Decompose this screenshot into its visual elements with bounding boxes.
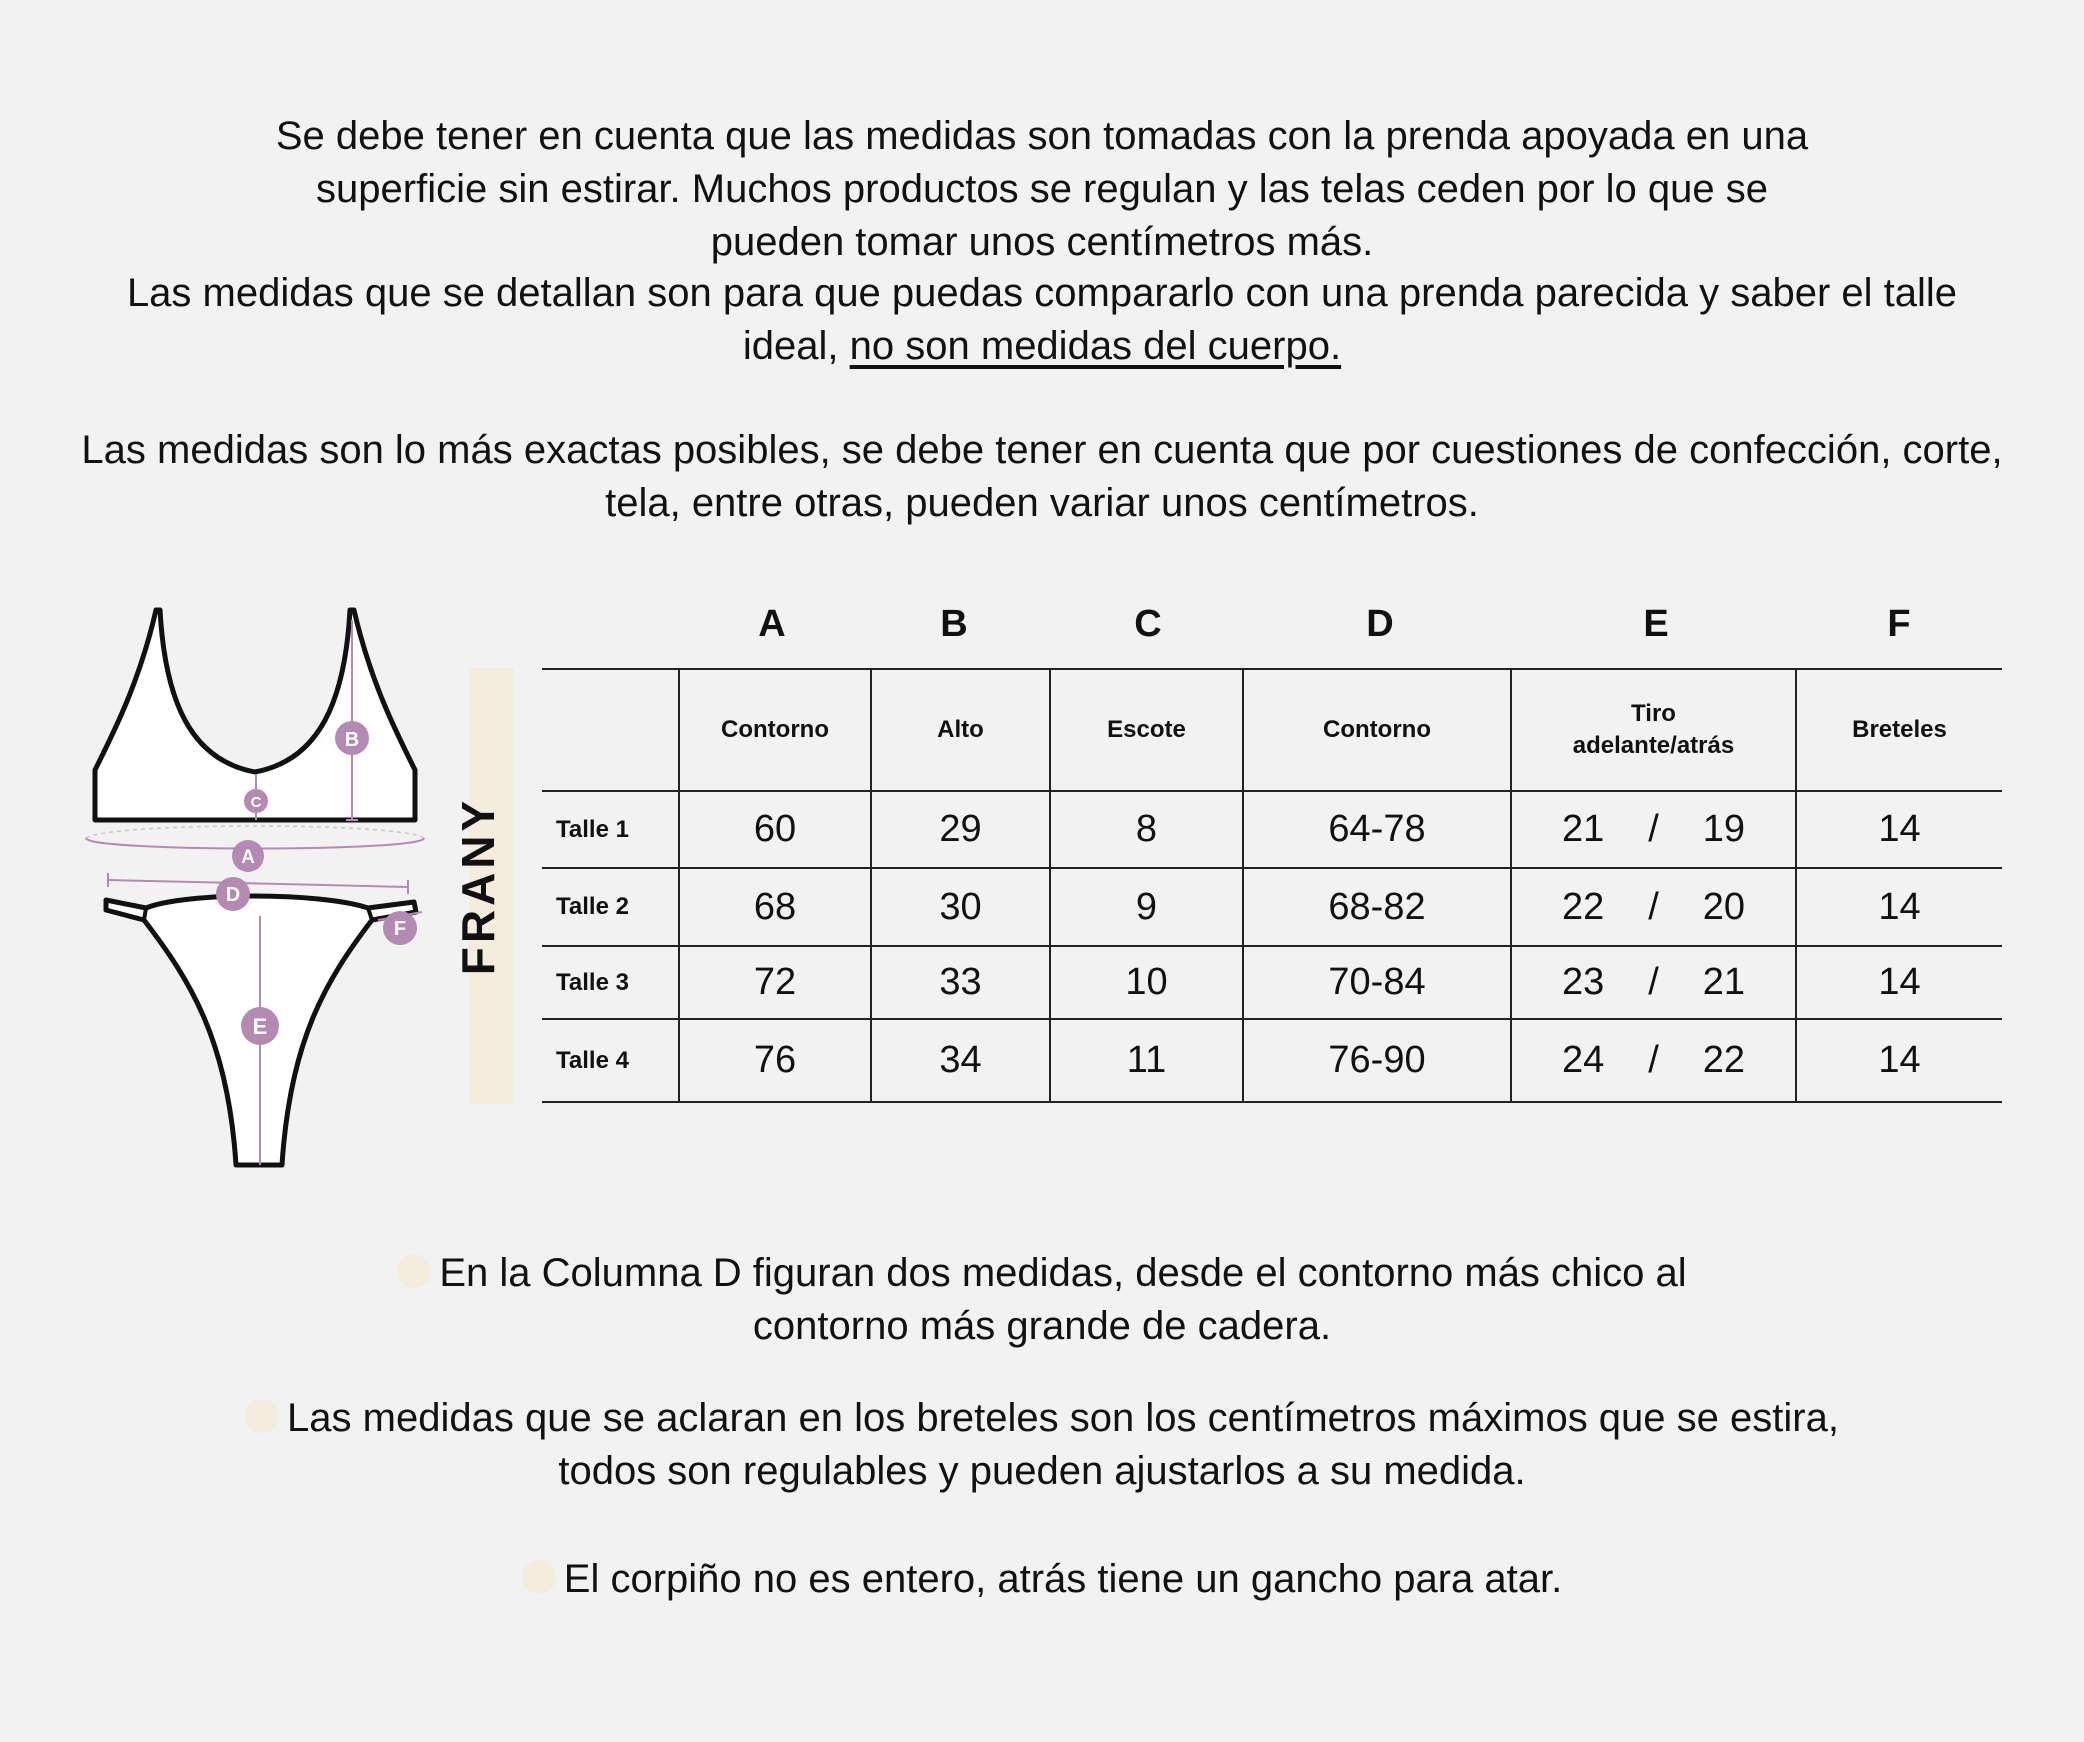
cell-e — [1511, 1019, 1796, 1102]
intro-paragraph-1: Se debe tener en cuenta que las medidas son tomadas con la prenda apoyada en una superficie sin estirar. Muchos productos se regulan y las telas ceden por lo que se pueden tomar unos centímetros más. — [275, 114, 1809, 264]
header-e — [1511, 669, 1796, 791]
row-label: Talle 1 — [556, 815, 629, 843]
svg-text:F: F — [393, 918, 407, 940]
intro-paragraph-2-emphasis: no son medidas del cuerpo. — [849, 324, 1342, 368]
note-breteles — [242, 1392, 1842, 1498]
note-column-d-text: En la Columna D figuran dos medidas, desde el contorno más chico al contorno más grande de cadera. — [439, 1251, 1687, 1348]
bullet-icon — [522, 1560, 556, 1594]
row-label: Talle 4 — [556, 1046, 629, 1074]
header-c: Escote — [1050, 669, 1243, 791]
header-empty — [542, 669, 679, 791]
cell-a: 72 — [679, 946, 871, 1019]
size-table — [542, 668, 2002, 1103]
row-label: Talle 3 — [556, 968, 629, 996]
cell-e-front: 22 — [1561, 885, 1605, 928]
cell-a: 76 — [679, 1019, 871, 1102]
table-header-row — [542, 669, 2002, 791]
cell-d: 76-90 — [1243, 1019, 1511, 1102]
table-row — [542, 868, 2002, 946]
cell-c: 9 — [1050, 868, 1243, 946]
intro-paragraph-2 — [92, 267, 1992, 373]
marker-e — [241, 1007, 279, 1045]
header-f: Breteles — [1796, 669, 2002, 791]
marker-a — [232, 840, 264, 872]
garment-diagram — [70, 590, 450, 1190]
note-corpino — [0, 1553, 2084, 1606]
column-letter-c: C — [1134, 603, 1162, 645]
bullet-icon — [397, 1254, 431, 1288]
cell-b: 29 — [871, 791, 1050, 868]
intro-paragraph-3: Las medidas son lo más exactas posibles, se debe tener en cuenta que por cuestiones de confección, corte, tela, entre otras, pueden variar unos centímetros. — [81, 428, 2003, 525]
header-e-line2: adelante/atrás — [1572, 732, 1735, 759]
column-letter-e: E — [1643, 603, 1669, 645]
cell-e-front: 24 — [1561, 1039, 1605, 1081]
cell-e — [1511, 868, 1796, 946]
column-letters — [0, 603, 2084, 659]
cell-e-front: 21 — [1561, 808, 1605, 850]
cell-e-sep: / — [1648, 885, 1659, 928]
table-row — [542, 1019, 2002, 1102]
header-a: Contorno — [679, 669, 871, 791]
table-row — [542, 791, 2002, 868]
cell-d: 64-78 — [1243, 791, 1511, 868]
marker-c — [244, 789, 268, 813]
cell-f: 14 — [1796, 791, 2002, 868]
cell-e — [1511, 791, 1796, 868]
cell-c: 8 — [1050, 791, 1243, 868]
marker-f — [383, 911, 417, 945]
cell-e — [1511, 946, 1796, 1019]
cell-c: 11 — [1050, 1019, 1243, 1102]
svg-text:D: D — [225, 884, 241, 906]
svg-text:C: C — [250, 794, 262, 811]
row-label: Talle 2 — [556, 893, 629, 920]
cell-b: 33 — [871, 946, 1050, 1019]
cell-d: 68-82 — [1243, 868, 1511, 946]
cell-f: 14 — [1796, 946, 2002, 1019]
header-e-line1: Tiro — [1631, 700, 1676, 727]
cell-a: 68 — [679, 868, 871, 946]
brand-name: FRANY — [452, 796, 504, 976]
cell-c: 10 — [1050, 946, 1243, 1019]
cell-b: 30 — [871, 868, 1050, 946]
intro-paragraph-2-text: Las medidas que se detallan son para que puedas compararlo con una prenda parecida y saber el talle ideal, — [126, 271, 1958, 368]
svg-text:E: E — [252, 1014, 268, 1039]
svg-text:B: B — [344, 729, 360, 751]
cell-e-sep: / — [1648, 808, 1659, 850]
bullet-icon — [245, 1399, 279, 1433]
note-column-d — [372, 1247, 1712, 1353]
marker-b — [335, 721, 369, 755]
svg-text:A: A — [241, 847, 255, 868]
cell-e-back: 19 — [1702, 808, 1746, 850]
column-letter-f: F — [1887, 603, 1911, 645]
header-d: Contorno — [1243, 669, 1511, 791]
cell-f: 14 — [1796, 1019, 2002, 1102]
note-breteles-text: Las medidas que se aclaran en los breteles son los centímetros máximos que se estira, todos son regulables y pueden ajustarlos a su medida. — [287, 1396, 1839, 1493]
column-letter-b: B — [940, 603, 968, 645]
cell-d: 70-84 — [1243, 946, 1511, 1019]
cell-e-back: 22 — [1702, 1039, 1746, 1081]
header-b: Alto — [871, 669, 1050, 791]
column-letter-d: D — [1366, 603, 1394, 645]
cell-e-front: 23 — [1561, 961, 1605, 1003]
cell-e-back: 21 — [1702, 961, 1746, 1003]
cell-e-back: 20 — [1702, 885, 1746, 928]
cell-a: 60 — [679, 791, 871, 868]
cell-f: 14 — [1796, 868, 2002, 946]
column-letter-a: A — [758, 603, 786, 645]
cell-b: 34 — [871, 1019, 1050, 1102]
cell-e-sep: / — [1648, 1039, 1659, 1081]
cell-e-sep: / — [1648, 961, 1659, 1003]
marker-d — [216, 877, 250, 911]
table-row — [542, 946, 2002, 1019]
note-corpino-text: El corpiño no es entero, atrás tiene un gancho para atar. — [563, 1557, 1563, 1601]
